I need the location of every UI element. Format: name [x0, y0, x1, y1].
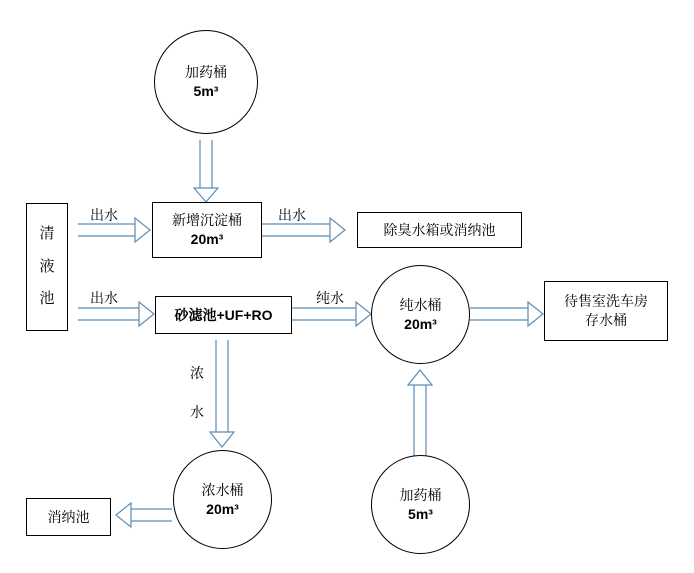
clear-liquid-pool-char-2: 液: [39, 257, 55, 275]
pure-water-tank-line2: 20m³: [404, 315, 437, 332]
node-deodorize-tank: [357, 212, 522, 248]
node-dosing-tank-bottom: [371, 455, 470, 554]
digestion-pool-label: 消纳池: [47, 508, 90, 525]
edge-label-concentrate-char-1: 浓: [190, 365, 204, 381]
edge-label-concentrate-char-2: 水: [190, 404, 204, 420]
node-storage-tank: [544, 281, 668, 341]
new-sedimentation-tank-line1: 新增沉淀桶: [172, 212, 242, 229]
node-dosing-tank-top: [154, 30, 258, 134]
node-pure-water-tank: [371, 265, 470, 364]
edge-label-pure-water: 纯水: [316, 290, 344, 306]
clear-liquid-pool-char-3: 池: [39, 290, 55, 308]
node-clear-liquid-pool: [26, 203, 68, 331]
edge-label-effluent-right: 出水: [278, 207, 306, 223]
dosing-tank-top-line2: 5m³: [193, 83, 219, 99]
edge-label-effluent-top: 出水: [90, 207, 118, 223]
storage-tank-line1: 待售室洗车房: [564, 293, 648, 310]
sand-filter-label: 砂滤池+UF+RO: [174, 306, 273, 323]
clear-liquid-pool-char-1: 清: [39, 225, 55, 243]
node-concentrate-tank: [173, 450, 272, 549]
deodorize-tank-label: 除臭水箱或消纳池: [383, 221, 496, 238]
storage-tank-line2: 存水桶: [585, 312, 627, 328]
dosing-tank-bottom-line1: 加药桶: [399, 486, 442, 503]
pure-water-tank-line1: 纯水桶: [399, 296, 442, 313]
dosing-tank-top-line1: 加药桶: [185, 64, 227, 81]
node-sand-filter: [155, 296, 292, 334]
dosing-tank-bottom-line2: 5m³: [408, 505, 433, 522]
node-digestion-pool: [26, 498, 111, 536]
edge-label-concentrate: [186, 363, 208, 423]
node-new-sedimentation-tank: [152, 202, 262, 258]
concentrate-tank-line1: 浓水桶: [201, 481, 244, 498]
concentrate-tank-line2: 20m³: [206, 500, 239, 517]
new-sedimentation-tank-line2: 20m³: [190, 231, 224, 247]
edge-label-effluent-bottom: 出水: [90, 290, 118, 306]
